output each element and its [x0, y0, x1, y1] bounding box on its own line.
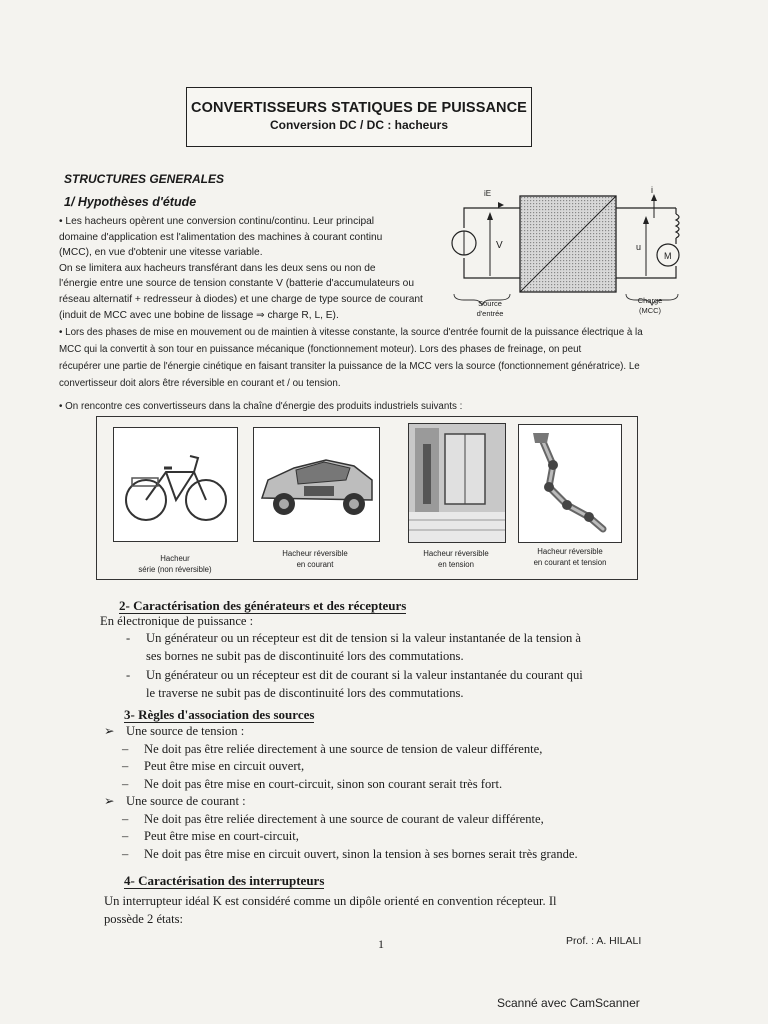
section2-list [122, 630, 682, 702]
text-line: • Lors des phases de mise en mouvement ou de maintien à vitesse constante, la source d'entrée fournit de la puissance électrique à la [59, 327, 643, 338]
scanner-watermark: Scanné avec CamScanner [497, 996, 640, 1010]
page-subtitle: Conversion DC / DC : hacheurs [269, 118, 449, 132]
text-line: domaine d'application est l'alimentation des machines à courant continu [59, 231, 383, 243]
section3-body [104, 723, 684, 863]
source-label-1: Source [478, 299, 502, 308]
section2-intro: En électronique de puissance : [100, 614, 254, 628]
text-line: (MCC), en vue d'obtenir une vitesse variable. [59, 247, 263, 259]
product-caption: Hacheur série (non réversible) [138, 554, 212, 574]
list-item: – Peut être mise en court-circuit, [122, 829, 299, 843]
section2-title: 2- Caractérisation des générateurs et des récepteurs [119, 598, 407, 613]
structures-heading: STRUCTURES GENERALES [64, 172, 225, 186]
section4-title: 4- Caractérisation des interrupteurs [124, 873, 325, 888]
list-item: – Ne doit pas être mise en circuit ouvert, sinon la tension à ses bornes serait très grande. [122, 846, 578, 861]
product-image-bicycle [113, 427, 238, 542]
source-label-2: d'entrée [476, 309, 504, 318]
section1-paragraph-3: • On rencontre ces convertisseurs dans la chaîne d'énergie des produits industriels suivants : [59, 401, 463, 412]
product-caption: Hacheur réversible en tension [423, 549, 489, 569]
product-image-elevator [408, 423, 506, 543]
list-item: – Ne doit pas être reliée directement à une source de tension de valeur différente, [122, 741, 543, 756]
author: Prof. : A. HILALI [566, 935, 642, 947]
text-line: MCC qui la convertit à son tour en puissance mécanique (fonctionnement moteur). Lors des phases de freinage, on peut [59, 344, 582, 355]
converter-diagram [446, 182, 706, 322]
text-line: l'énergie entre une source de tension constante V (batterie d'accumulateurs ou [59, 278, 415, 290]
u-label: u [636, 242, 642, 252]
product-image-car [253, 427, 380, 542]
text-line: convertisseur doit alors être réversible en courant et / ou tension. [59, 378, 341, 389]
list-heading-courant: ➢ Une source de courant : [104, 794, 246, 808]
list-item: - Un générateur ou un récepteur est dit de tension si la valeur instantanée de la tension à ses bornes ne subit pas de discontinuité lors des commutations. [126, 631, 582, 663]
text-line: • Les hacheurs opèrent une conversion continu/continu. Leur principal [59, 216, 375, 227]
section4-paragraph [104, 893, 664, 928]
list-item: – Peut être mise en circuit ouvert, [122, 759, 305, 773]
title-box [186, 87, 532, 147]
product-caption: Hacheur réversible en courant et tension [533, 547, 607, 567]
list-item: – Ne doit pas être reliée directement à une source de courant de valeur différente, [122, 811, 544, 826]
text-line: possède 2 états: [104, 911, 184, 926]
section1-title: 1/ Hypothèses d'étude [64, 195, 197, 209]
list-heading-tension: ➢ Une source de tension : [104, 724, 245, 738]
product-image-robot-arm [518, 424, 622, 543]
page-number: 1 [378, 937, 384, 951]
section1-paragraph [59, 214, 439, 323]
m-label: M [664, 251, 672, 261]
inductor-icon [676, 214, 679, 238]
section3-title: 3- Règles d'association des sources [124, 707, 315, 722]
text-line: Un interrupteur idéal K est considéré comme un dipôle orienté en convention récepteur. Il [104, 894, 557, 908]
list-item: – Ne doit pas être mise en court-circuit, sinon son courant serait très fort. [122, 776, 503, 791]
text-line: réseau alternatif + redresseur à diodes) et une charge de type source de courant [59, 293, 423, 305]
product-caption: Hacheur réversible en courant [282, 549, 348, 569]
v-label: V [496, 240, 503, 251]
ie-label: iE [484, 189, 492, 198]
charge-label-2: (MCC) [638, 306, 662, 315]
page-title: CONVERTISSEURS STATIQUES DE PUISSANCE [191, 100, 527, 116]
charge-label-1: Charge [637, 296, 663, 305]
section1-paragraph-2 [59, 324, 699, 392]
list-item: - Un générateur ou un récepteur est dit de courant si la valeur instantanée du courant qui le traverse ne subit pas de discontinuité lors des commutations. [126, 668, 583, 700]
text-line: (induit de MCC avec une bobine de lissage ⇒ charge R, L, E). [59, 309, 339, 321]
i-label: i [651, 185, 653, 195]
text-line: On se limitera aux hacheurs transférant dans les deux sens ou non de [59, 262, 376, 274]
text-line: récupérer une partie de l'énergie cinétique en faisant transiter la puissance de la MCC vers la source (fonctionnement génératrice). Le [59, 361, 640, 372]
